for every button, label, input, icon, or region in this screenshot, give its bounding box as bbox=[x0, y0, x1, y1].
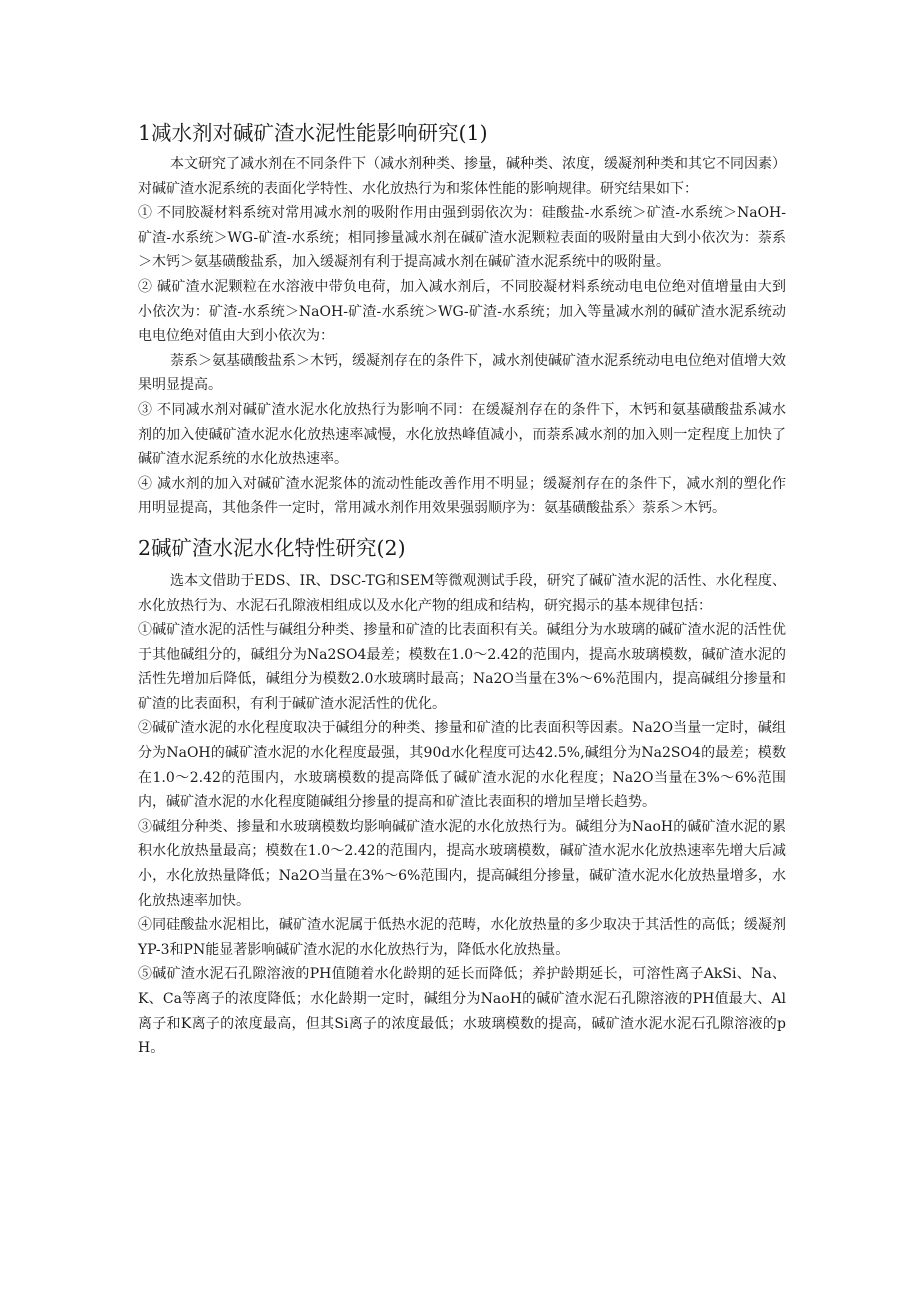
section-2-item-5: ⑤碱矿渣水泥石孔隙溶液的PH值随着水化龄期的延长而降低；养护龄期延长，可溶性离子AkSi、Na、K、Ca等离子的浓度降低；水化龄期一定时，碱组分为NaoH的碱矿渣水泥石孔隙溶液的PH值最大、Al离子和K离子的浓度最高，但其Si离子的浓度最低；水玻璃模数的提高，碱矿渣水泥水泥石孔隙溶液的pH。 bbox=[138, 966, 786, 1057]
section-2-intro: 选本文借助于EDS、IR、DSC-TG和SEM等微观测试手段，研究了碱矿渣水泥的活性、水化程度、水化放热行为、水泥石孔隙液相组成以及水化产物的组成和结构，研究揭示的基本规律包括： bbox=[138, 572, 786, 614]
section-2-item-4: ④同硅酸盐水泥相比，碱矿渣水泥属于低热水泥的范畴，水化放热量的多少取决于其活性的高低；缓凝剂YP-3和PN能显著影响碱矿渣水泥的水化放热行为，降低水化放热量。 bbox=[138, 917, 786, 958]
section-1-item-2: ② 碱矿渣水泥颗粒在水溶液中带负电荷，加入减水剂后，不同胶凝材料系统动电电位绝对值增量由大到小依次为：矿渣-水系统＞NaOH-矿渣-水系统＞WG-矿渣-水系统；加入等量减水剂的碱矿渣水泥系统动电电位绝对值由大到小依次为： bbox=[138, 278, 786, 345]
document-body bbox=[138, 118, 786, 1061]
section-2-item-3: ③碱组分种类、掺量和水玻璃模数均影响碱矿渣水泥的水化放热行为。碱组分为NaoH的碱矿渣水泥的累积水化放热量最高；模数在1.0～2.42的范围内，提高水玻璃模数，碱矿渣水泥水化放热速率先增大后减小，水化放热量降低；Na2O当量在3%～6%范围内，提高碱组分掺量，碱矿渣水泥水化放热量增多，水化放热速率加快。 bbox=[138, 818, 786, 909]
section-2-title: 2碱矿渣水泥水化特性研究(2) bbox=[138, 535, 406, 560]
section-1-intro: 本文研究了减水剂在不同条件下（减水剂种类、掺量，碱种类、浓度，缓凝剂种类和其它不同因素）对碱矿渣水泥系统的表面化学特性、水化放热行为和浆体性能的影响规律。研究结果如下： bbox=[138, 156, 786, 197]
section-2-item-2: ②碱矿渣水泥的水化程度取决于碱组分的种类、掺量和矿渣的比表面积等因素。Na2O当量一定时，碱组分为NaOH的碱矿渣水泥的水化程度最强，其90d水化程度可达42.5%,碱组分为Na2SO4的最差；模数在1.0～2.42的范围内，水玻璃模数的提高降低了碱矿渣水泥的水化程度；Na2O当量在3%～6%范围内，碱矿渣水泥的水化程度随碱组分掺量的提高和矿渣比表面积的增加呈增长趋势。 bbox=[138, 720, 786, 811]
section-1-item-4: ④ 减水剂的加入对碱矿渣水泥浆体的流动性能改善作用不明显；缓凝剂存在的条件下，减水剂的塑化作用明显提高，其他条件一定时，常用减水剂作用效果强弱顺序为：氨基磺酸盐系〉萘系＞木钙。 bbox=[138, 475, 786, 517]
section-1-item-2-continued: 萘系＞氨基磺酸盐系＞木钙，缓凝剂存在的条件下，减水剂使碱矿渣水泥系统动电电位绝对值增大效果明显提高。 bbox=[138, 352, 786, 394]
section-2-item-1: ①碱矿渣水泥的活性与碱组分种类、掺量和矿渣的比表面积有关。碱组分为水玻璃的碱矿渣水泥的活性优于其他碱组分的，碱组分为Na2SO4最差；模数在1.0～2.42的范围内，提高水玻璃模数，碱矿渣水泥的活性先增加后降低，碱组分为模数2.0水玻璃时最高；Na2O当量在3%～6%范围内，提高碱组分掺量和矿渣的比表面积，有利于碱矿渣水泥活性的优化。 bbox=[138, 622, 786, 712]
section-1-title: 1减水剂对碱矿渣水泥性能影响研究(1) bbox=[138, 121, 488, 145]
section-1-item-3: ③ 不同减水剂对碱矿渣水泥水化放热行为影响不同：在缓凝剂存在的条件下，木钙和氨基磺酸盐系减水剂的加入使碱矿渣水泥水化放热速率减慢，水化放热峰值减小，而萘系减水剂的加入则一定程度上加快了碱矿渣水泥系统的水化放热速率。 bbox=[138, 401, 786, 468]
section-1-item-1: ① 不同胶凝材料系统对常用减水剂的吸附作用由强到弱依次为：硅酸盐-水系统＞矿渣-水系统＞NaOH-矿渣-水系统＞WG-矿渣-水系统；相同掺量减水剂在碱矿渣水泥颗粒表面的吸附量由大到小依次为：萘系＞木钙＞氨基磺酸盐系，加入缓凝剂有利于提高减水剂在碱矿渣水泥系统中的吸附量。 bbox=[138, 205, 786, 271]
